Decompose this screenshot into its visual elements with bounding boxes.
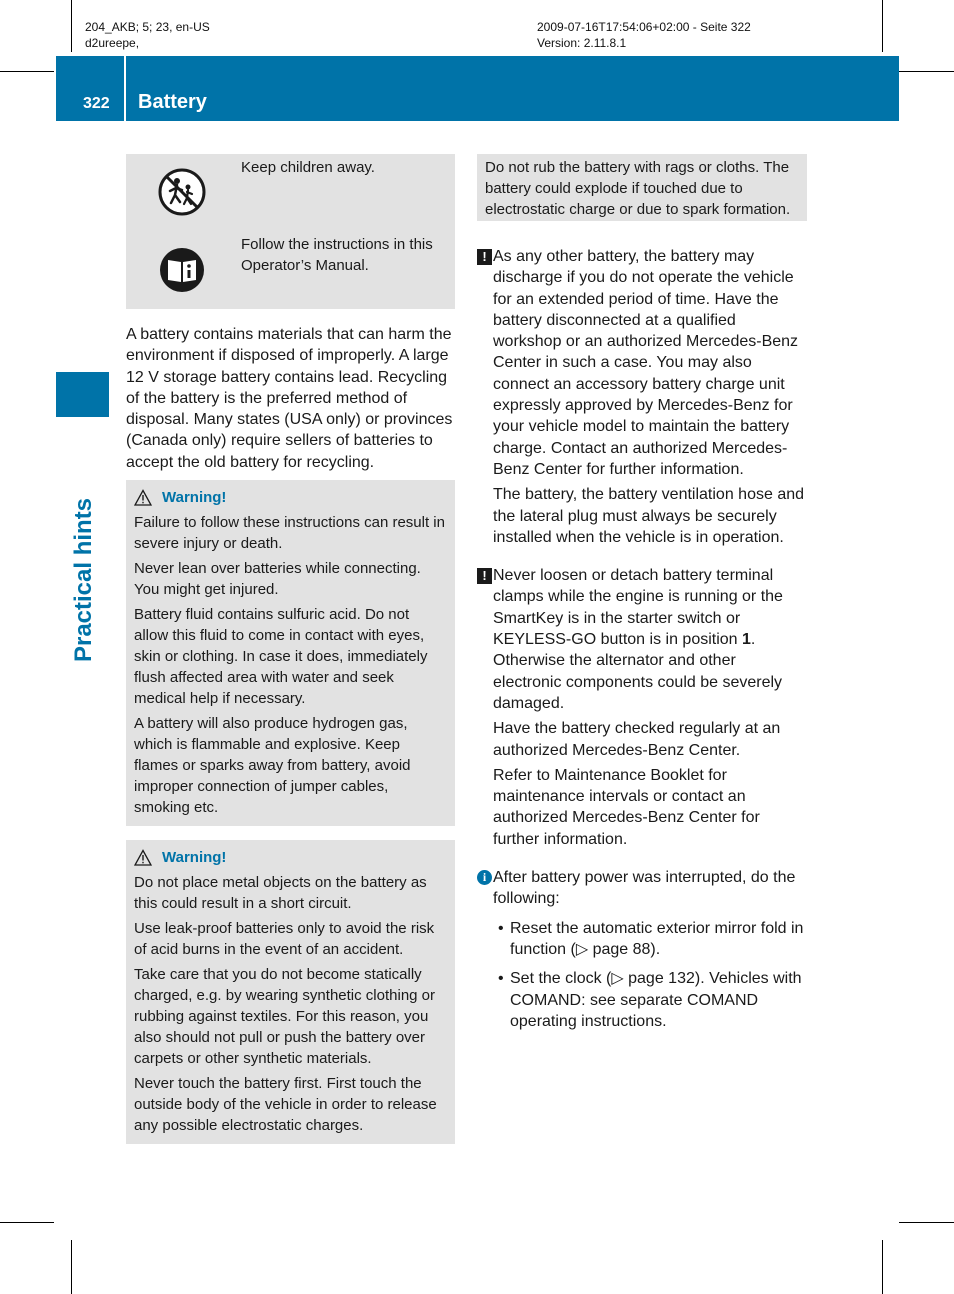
disposal-paragraph: A battery contains materials that can harm the environment if disposed of improperly. A large 12 V storage battery contains lead. Recycling of the battery is the preferred method of disposal. Many states (USA only) or provinces (Canada only) require sellers of batteries to accept the old battery for recycling. [126,326,453,471]
info-note [477,867,807,1032]
warning-triangle-icon [134,489,152,506]
note-discharge [477,246,807,548]
note-paragraph [493,565,807,714]
chapter-label: Practical hints [70,497,97,663]
warning-heading [134,486,447,508]
section-title: Battery [138,91,207,113]
crop-mark [882,1240,883,1294]
crop-mark [899,1222,954,1223]
exclamation-icon: ! [477,568,492,584]
warning-triangle-icon [134,849,152,866]
note-paragraph: Have the battery checked regularly at an authorized Mercedes-Benz Center. [493,720,781,759]
left-column [126,154,455,1144]
info-intro: After battery power was interrupted, do the following: [493,869,796,908]
warning-paragraph: Do not place metal objects on the battery as this could result in a short circuit. [134,874,427,913]
page-number: 322 [83,95,110,112]
warning-paragraph: Battery fluid contains sulfuric acid. Do not allow this fluid to come in contact with eyes, skin or clothing. In case it does, immediately flush affected area with water and seek medical help if necessary. [134,606,428,708]
warning-title: Warning! [162,488,227,506]
note-text: Never loosen or detach battery terminal clamps while the engine is running or the SmartKey is in the starter switch or KEYLESS-GO button is in position [493,567,783,649]
warning-paragraph: Failure to follow these instructions can result in severe injury or death. [134,514,445,553]
warning-box [126,840,455,1144]
note-terminal-clamps [477,565,807,850]
crop-mark [899,71,954,72]
warning-paragraph: A battery will also produce hydrogen gas, which is flammable and explosive. Keep flames or sparks away from battery, avoid improper connection of jumper cables, smoking etc. [134,715,411,817]
note-text: . Otherwise the alternator and other electronic components could be severely damaged. [493,631,783,712]
operators-manual-icon [158,246,206,294]
position-number: 1 [742,631,751,649]
meta-line: d2ureepe, [85,36,140,50]
right-column [477,154,807,1032]
meta-line: 204_AKB; 5; 23, en-US [85,20,210,34]
note-paragraph: As any other battery, the battery may discharge if you do not operate the vehicle for an extended period of time. Have the battery disconnected at a qualified workshop or an authorized Mercedes-Benz Center in such a case. You may also connect an accessory battery charge unit expressly approved by Mercedes-Benz for your vehicle model to maintain the battery charge. Contact an authorized Mercedes-Benz Center for further information. [493,248,799,478]
warning-paragraph: Take care that you do not become statically charged, e.g. by wearing synthetic clothing or rubbing against textiles. For this reason, you also should not pull or push the battery over carpets or other synthetic materials. [134,966,436,1068]
warning-paragraph: Never touch the battery first. First touch the outside body of the vehicle in order to release any possible electrostatic charges. [134,1075,437,1135]
symbol-legend [126,154,455,309]
symbol-text: Follow the instructions in this Operator’s Manual. [241,236,433,274]
section-tab-marker [56,372,109,417]
note-paragraph: Refer to Maintenance Booklet for maintenance intervals or contact an authorized Mercedes-Benz Center for further information. [493,766,760,848]
list-item: • Set the clock (▷ page 132). Vehicles with COMAND: see separate COMAND operating instructions. [493,968,807,1032]
keep-children-away-icon [158,168,206,216]
crop-mark [71,0,72,52]
crop-mark [0,71,54,72]
note-paragraph: The battery, the battery ventilation hose and the lateral plug must always be securely installed when the vehicle is in operation. [493,486,805,546]
crop-mark [71,1240,72,1294]
warning-title: Warning! [162,848,227,866]
electrostatic-warning-box [477,154,807,221]
meta-line: 2009-07-16T17:54:06+02:00 - Seite 322 [537,20,751,34]
info-icon: i [477,870,492,885]
crop-mark [0,1222,54,1223]
print-meta-left [85,19,210,51]
warning-paragraph: Use leak-proof batteries only to avoid the risk of acid burns in the event of an accident. [134,920,435,959]
box-text: Do not rub the battery with rags or cloths. The battery could explode if touched due to electrostatic charge or due to spark formation. [485,159,791,218]
list-item: • Reset the automatic exterior mirror fold in function (▷ page 88). [493,918,807,961]
warning-box [126,480,455,826]
warning-heading [134,846,447,868]
crop-mark [882,0,883,52]
header-divider [124,56,126,121]
exclamation-icon: ! [477,249,492,265]
meta-line: Version: 2.11.8.1 [537,36,627,50]
print-meta-right [537,19,751,51]
warning-paragraph: Never lean over batteries while connecting. You might get injured. [134,560,421,599]
symbol-text: Keep children away. [241,159,375,176]
